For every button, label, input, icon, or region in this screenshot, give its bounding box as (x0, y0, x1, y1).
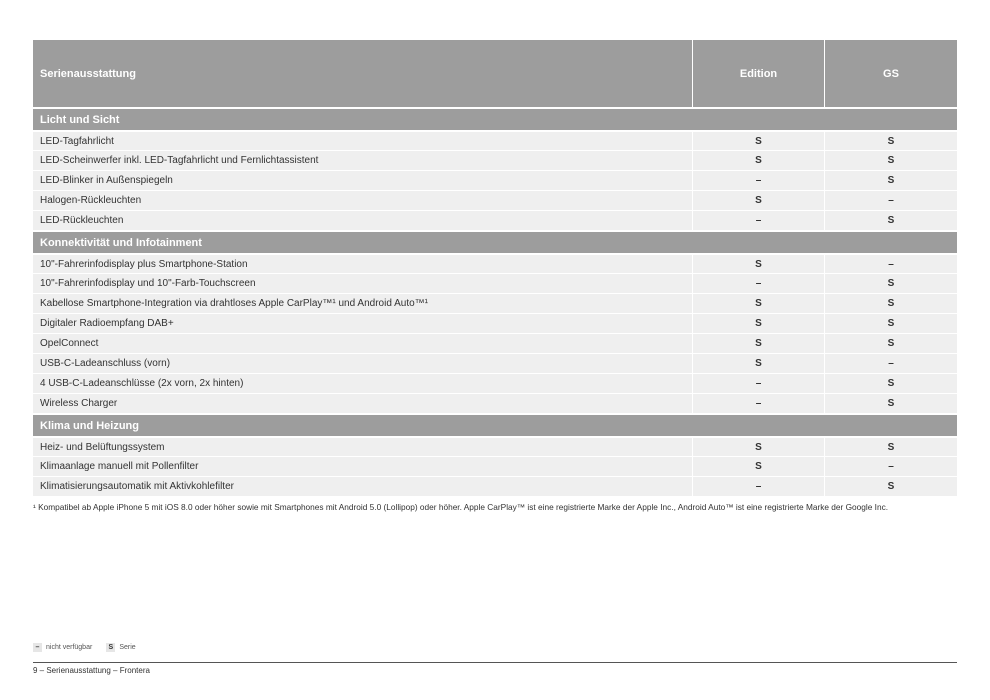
table-row (33, 293, 957, 313)
row-gs: S (887, 338, 895, 349)
row-gs: – (888, 258, 894, 270)
row-label: LED-Tagfahrlicht (33, 132, 693, 150)
row-label: 4 USB-C-Ladeanschlüsse (2x vorn, 2x hinten) (33, 374, 693, 393)
row-label: Heiz- und Belüftungssystem (33, 438, 693, 456)
row-edition: S (693, 132, 825, 150)
legend-item-s (106, 643, 135, 652)
row-edition: S (693, 294, 825, 313)
table-row (33, 333, 957, 353)
section-title: Klima und Heizung (33, 413, 957, 436)
row-label: LED-Rückleuchten (33, 211, 693, 230)
row-label: Klimatisierungsautomatik mit Aktivkohlefilter (33, 477, 693, 496)
row-label: Wireless Charger (33, 394, 693, 413)
row-label: 10"-Fahrerinfodisplay plus Smartphone-Station (33, 255, 693, 273)
row-edition: S (693, 457, 825, 476)
row-gs: S (887, 398, 895, 409)
header-feature: Serienausstattung (33, 40, 693, 107)
row-gs: – (888, 461, 894, 472)
table-row (33, 353, 957, 373)
table-row (33, 190, 957, 210)
row-edition: S (693, 191, 825, 210)
table-row (33, 273, 957, 293)
table-row (33, 313, 957, 333)
row-label: 10"-Fahrerinfodisplay und 10"-Farb-Touchscreen (33, 274, 693, 293)
row-gs: S (887, 278, 895, 289)
legend-s-label: Serie (119, 644, 136, 651)
row-edition: S (693, 438, 825, 456)
row-edition: – (693, 374, 825, 393)
table-row (33, 373, 957, 393)
row-gs: S (887, 175, 895, 186)
page-footer: 9 – Serienausstattung – Frontera (33, 666, 150, 675)
row-gs: – (888, 195, 894, 206)
header-gs: GS (883, 67, 899, 80)
table-row (33, 130, 957, 150)
row-gs: – (888, 358, 894, 369)
row-gs: S (887, 298, 895, 309)
legend-item-dash (33, 643, 92, 652)
row-label: Klimaanlage manuell mit Pollenfilter (33, 457, 693, 476)
row-edition: – (693, 211, 825, 230)
row-edition: – (693, 477, 825, 496)
row-label: Halogen-Rückleuchten (33, 191, 693, 210)
table-row (33, 150, 957, 170)
header-edition: Edition (693, 40, 825, 107)
table-row (33, 393, 957, 413)
row-gs: S (887, 135, 895, 147)
table-header (33, 40, 957, 107)
section-title: Konnektivität und Infotainment (33, 230, 957, 253)
row-edition: – (693, 274, 825, 293)
row-edition: S (693, 314, 825, 333)
row-gs: S (887, 215, 895, 226)
row-edition: S (693, 334, 825, 353)
bottom-divider (33, 662, 957, 663)
table-row (33, 210, 957, 230)
footnote: ¹ Kompatibel ab Apple iPhone 5 mit iOS 8.0 oder höher sowie mit Smartphones mit Android 5.0 (Lollipop) oder höher. Apple CarPlay™ ist eine registrierte Marke der Apple Inc., Android Auto™ ist eine registrierte Marke der Google Inc. (33, 502, 889, 512)
table-row (33, 476, 957, 496)
section-title: Licht und Sicht (33, 107, 957, 130)
table-row (33, 253, 957, 273)
legend-s-symbol: S (106, 643, 115, 652)
row-label: OpelConnect (33, 334, 693, 353)
row-edition: S (693, 151, 825, 170)
table-row (33, 436, 957, 456)
row-edition: S (693, 255, 825, 273)
row-gs: S (887, 155, 895, 166)
legend-dash-label: nicht verfügbar (46, 644, 93, 651)
table-row (33, 456, 957, 476)
row-edition: S (693, 354, 825, 373)
legend (33, 643, 150, 652)
row-label: LED-Scheinwerfer inkl. LED-Tagfahrlicht und Fernlichtassistent (33, 151, 693, 170)
row-label: LED-Blinker in Außenspiegeln (33, 171, 693, 190)
legend-dash-symbol: – (33, 643, 42, 652)
equipment-table (33, 40, 957, 496)
row-label: Kabellose Smartphone-Integration via drahtloses Apple CarPlay™¹ und Android Auto™¹ (33, 294, 693, 313)
row-edition: – (693, 394, 825, 413)
row-label: Digitaler Radioempfang DAB+ (33, 314, 693, 333)
row-gs: S (887, 441, 895, 453)
table-row (33, 170, 957, 190)
row-edition: – (693, 171, 825, 190)
row-gs: S (887, 318, 895, 329)
row-label: USB-C-Ladeanschluss (vorn) (33, 354, 693, 373)
row-gs: S (887, 378, 895, 389)
row-gs: S (887, 481, 895, 492)
